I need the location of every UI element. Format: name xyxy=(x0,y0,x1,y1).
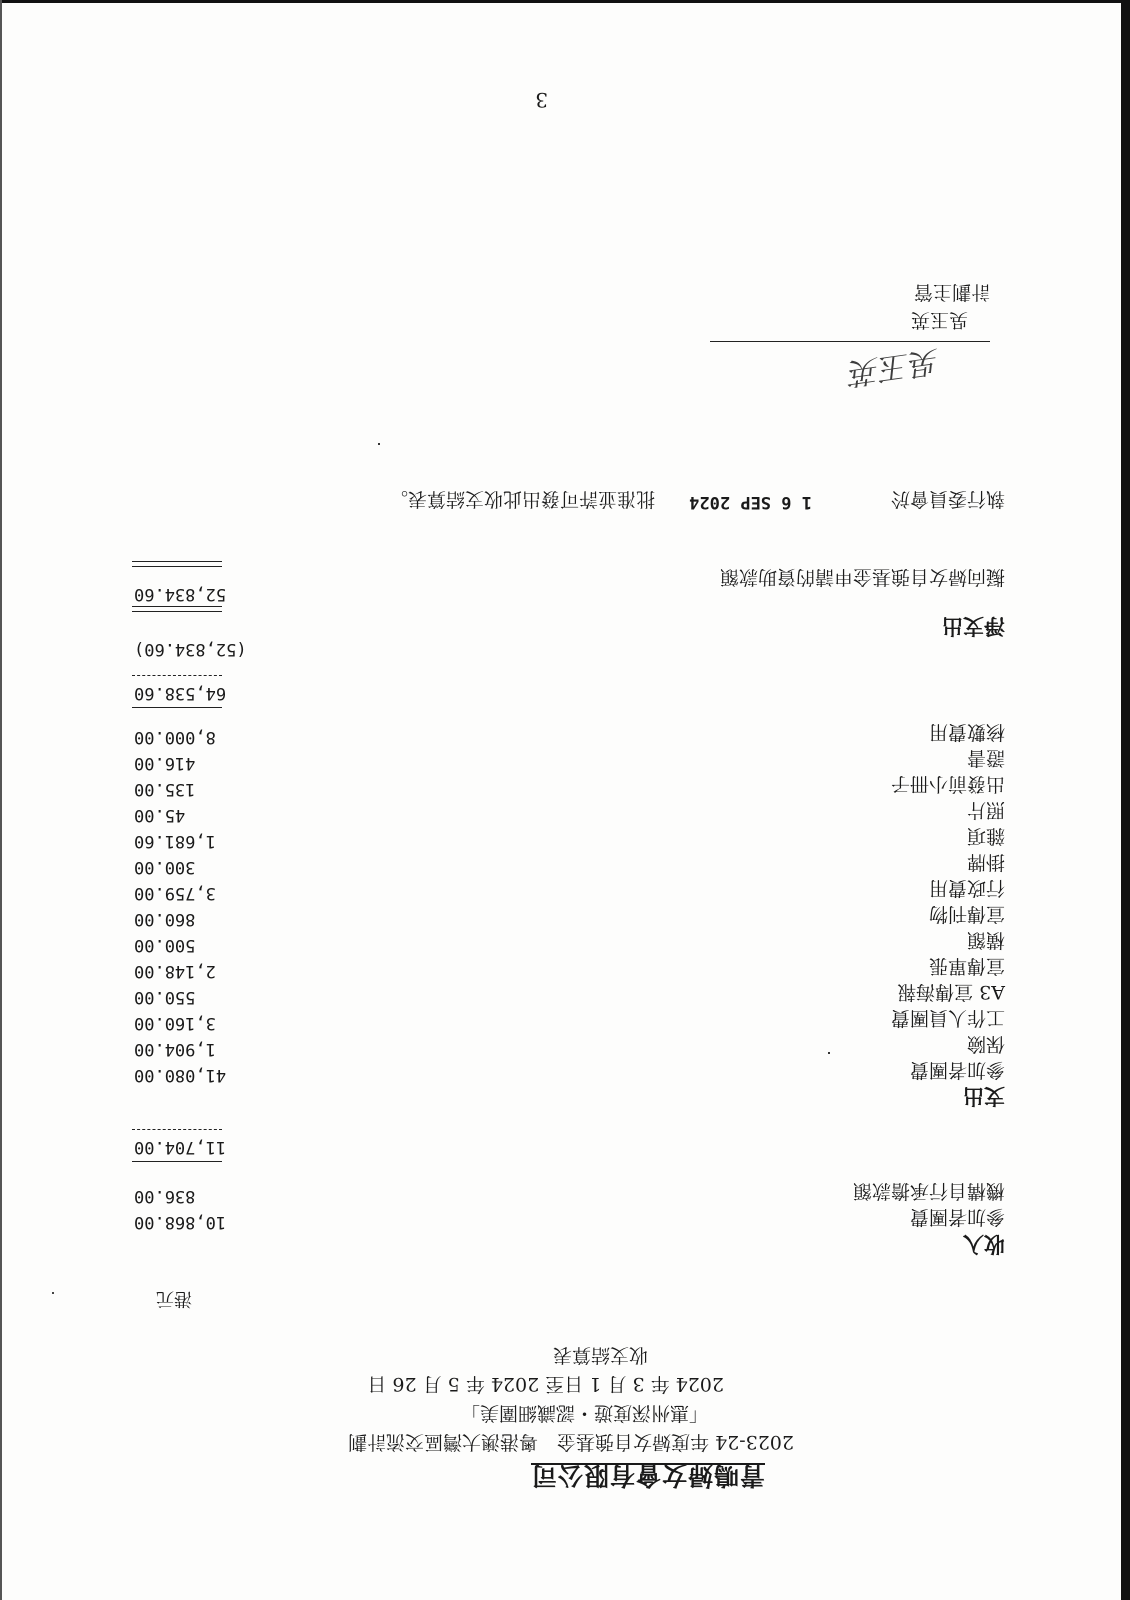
grant-label: 擬向婦女自強基金申請的資助款額 xyxy=(719,566,1005,588)
expenditure-item-amount: 1,904.00 xyxy=(134,1039,216,1059)
income-item-amount: 10,868.00 xyxy=(134,1212,227,1232)
currency-label: 港元 xyxy=(156,1288,192,1309)
expenditure-item-amount: 8,000.00 xyxy=(134,727,216,747)
signature-line xyxy=(710,341,990,342)
project-line: 2023-24 年度婦女自強基金 粵港澳大灣區交流計劃 xyxy=(348,1431,794,1453)
expenditure-title: 支出 xyxy=(963,1084,1005,1109)
expenditure-item-amount: 2,148.00 xyxy=(134,961,216,981)
expenditure-item-amount: 860.00 xyxy=(134,909,196,929)
scan-speck xyxy=(52,1292,54,1294)
expenditure-item-label: 宣傳刊物 xyxy=(928,903,1005,925)
signature: 吳玉英 xyxy=(847,342,942,391)
expenditure-item-amount: 3,759.00 xyxy=(134,883,216,903)
statement-title: 收支結算表 xyxy=(552,1344,648,1366)
expenditure-subtotal-rule xyxy=(132,707,222,708)
expenditure-item-label: 雜項 xyxy=(966,825,1005,847)
expenditure-item-amount: 500.00 xyxy=(134,935,196,955)
scan-speck xyxy=(378,443,380,445)
grant-double-rule xyxy=(132,561,222,567)
expenditure-item-label: 行政費用 xyxy=(928,877,1005,899)
income-item-amount: 836.00 xyxy=(134,1186,196,1206)
income-total-rule xyxy=(132,1129,222,1130)
expenditure-item-amount: 1,681.60 xyxy=(134,831,216,851)
expenditure-total-rule xyxy=(132,675,222,676)
net-expenditure-title: 淨支出 xyxy=(942,614,1005,639)
approval-text: 批准並許可發出此收支結算表。 xyxy=(388,488,655,510)
income-item-label: 參加者團費 xyxy=(909,1206,1005,1228)
page-number: 3 xyxy=(535,88,548,112)
expenditure-item-label: 保險 xyxy=(966,1033,1005,1055)
expenditure-item-label: A3 宣傳海報 xyxy=(897,981,1005,1003)
expenditure-item-label: 證書 xyxy=(966,747,1005,769)
expenditure-item-label: 核數費用 xyxy=(928,721,1005,743)
expenditure-item-amount: 300.00 xyxy=(134,857,196,877)
income-title: 收入 xyxy=(963,1232,1005,1257)
expenditure-item-label: 照片 xyxy=(966,799,1005,821)
signatory-name: 吳玉英 xyxy=(910,309,968,331)
company-name: 青鳴婦女會有限公司 xyxy=(530,1461,765,1490)
period: 2024 年 3 月 1 日至 2024 年 5 月 26 日 xyxy=(367,1373,724,1395)
expenditure-item-label: 工作人員團費 xyxy=(890,1007,1005,1029)
income-total: 11,704.00 xyxy=(134,1137,227,1157)
signatory-title: 計劃主管 xyxy=(913,281,990,303)
expenditure-item-label: 參加者團費 xyxy=(909,1059,1005,1081)
net-deficit-amount: (52,834.60) xyxy=(134,639,247,659)
scan-speck xyxy=(828,1052,830,1054)
expenditure-item-amount: 550.00 xyxy=(134,987,196,1007)
net-double-rule xyxy=(132,606,222,612)
grant-amount: 52,834.60 xyxy=(134,584,227,604)
expenditure-item-amount: 416.00 xyxy=(134,753,196,773)
expenditure-item-label: 宣傳單張 xyxy=(928,955,1005,977)
expenditure-item-amount: 135.00 xyxy=(134,779,196,799)
expenditure-total: 64,538.60 xyxy=(134,683,227,703)
approval-date-stamp: 1 6 SEP 2024 xyxy=(689,492,812,512)
expenditure-item-label: 橫額 xyxy=(966,929,1005,951)
expenditure-item-label: 出發前小冊子 xyxy=(890,773,1005,795)
expenditure-item-amount: 41,080.00 xyxy=(134,1065,227,1085)
project-name: 「惠州深度遊・認識細圍美」 xyxy=(460,1402,708,1424)
income-item-label: 機構自行承擔款額 xyxy=(852,1180,1005,1202)
expenditure-item-amount: 45.00 xyxy=(134,805,186,825)
income-subtotal-rule xyxy=(132,1161,222,1162)
expenditure-item-label: 掛牌 xyxy=(966,851,1005,873)
approval-label: 執行委員會於 xyxy=(890,488,1005,510)
expenditure-item-amount: 3,160.00 xyxy=(134,1013,216,1033)
